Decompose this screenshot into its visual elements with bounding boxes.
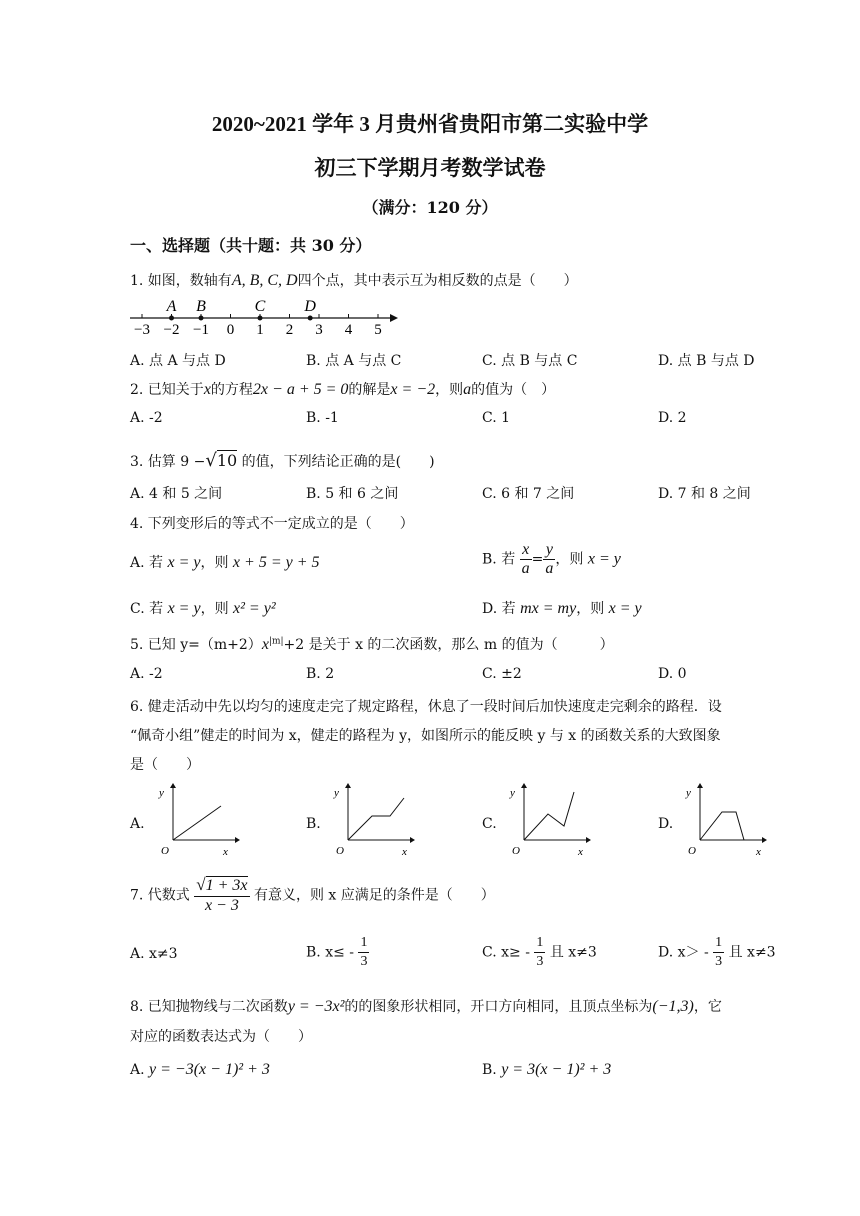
fraction <box>520 541 532 578</box>
question-4: 4. 下列变形后的等式不一定成立的是（ ） <box>130 516 414 532</box>
x-axis-label: x <box>756 846 761 858</box>
question-3 <box>130 450 435 471</box>
q4-d-cond: mx = my <box>520 600 577 617</box>
number-line-arrow <box>390 314 398 322</box>
q1-option-b[interactable]: B. 点 A 与点 C <box>306 353 402 369</box>
score-note: （满分：120 分） <box>362 198 498 217</box>
x-axis-label: x <box>578 846 583 858</box>
y-axis-label: y <box>159 787 164 799</box>
q7-text-pre: 7. 代数式 <box>130 887 190 904</box>
q4-b-num1: x <box>520 541 532 560</box>
q2-text-mid: 的方程 <box>210 382 253 398</box>
origin-label: O <box>161 845 169 857</box>
q2-option-b[interactable]: B. -1 <box>306 410 339 426</box>
q4-b-pre: B. 若 <box>482 551 516 568</box>
q3-option-a[interactable]: A. 4 和 5 之间 <box>130 486 223 502</box>
q7-d-den: 3 <box>715 954 723 969</box>
q6-graph-d[interactable] <box>682 782 767 860</box>
q7-option-b[interactable] <box>306 934 369 971</box>
q6-graph-a[interactable] <box>155 782 240 860</box>
q6-graph-c[interactable] <box>506 782 591 860</box>
q4-c-res: x² = y² <box>233 600 276 617</box>
point-label-c: C <box>254 298 266 315</box>
page-title: 2020~2021 学年 3 月贵州省贵阳市第二实验中学 <box>211 112 649 136</box>
q3-option-b[interactable]: B. 5 和 6 之间 <box>306 486 399 502</box>
q6-option-d-label[interactable]: D. <box>658 816 674 832</box>
y-axis-label: y <box>334 787 339 799</box>
q4-a-res: x + 5 = y + 5 <box>232 554 320 571</box>
q3-option-d[interactable]: D. 7 和 8 之间 <box>658 486 751 502</box>
q4-b-den1: a <box>521 560 530 577</box>
q5-option-d[interactable]: D. 0 <box>658 666 687 682</box>
q2-text-mid2: 的解是 <box>348 382 391 398</box>
q8-text-mid: 的的图象形状相同，开口方向相同，且顶点坐标为 <box>344 999 653 1015</box>
q7-denominator: x − 3 <box>204 897 239 914</box>
q2-solution: x = −2 <box>390 381 436 398</box>
question-6-line1: 6. 健走活动中先以均匀的速度走完了规定路程，休息了一段时间后加快速度走完剩余的路程．设 <box>130 699 722 715</box>
q2-option-a[interactable]: A. -2 <box>130 410 163 426</box>
q4-c-pre: C. 若 <box>130 601 164 617</box>
origin-label: O <box>336 845 344 857</box>
q5-exponent: |m| <box>268 636 284 647</box>
question-5 <box>130 634 614 654</box>
sqrt-sign: √ <box>196 875 206 894</box>
q7-b-num: 1 <box>358 934 369 953</box>
q7-c-num: 1 <box>534 934 545 953</box>
q7-d-post: 且 x≠3 <box>728 944 776 961</box>
q1-option-d[interactable]: D. 点 B 与点 D <box>658 353 755 369</box>
tick-label: 5 <box>374 322 382 338</box>
q4-d-mid: ，则 <box>576 601 605 617</box>
q6-option-a-label[interactable]: A. <box>130 816 145 832</box>
q4-option-a[interactable] <box>130 552 320 572</box>
question-7 <box>130 876 495 915</box>
q1-text-pre: 1. 如图，数轴有 <box>130 273 232 289</box>
question-8-line2: 对应的函数表达式为（ ） <box>130 1029 312 1045</box>
q2-var: x <box>203 381 211 398</box>
q1-vars: A, B, C, D <box>231 272 298 289</box>
q4-option-d[interactable] <box>482 598 642 618</box>
q8-text-pre: 8. 已知抛物线与二次函数 <box>130 999 288 1015</box>
q2-option-c[interactable]: C. 1 <box>482 410 511 426</box>
q2-var2: a <box>463 381 472 398</box>
page-subtitle: 初三下学期月考数学试卷 <box>314 156 546 180</box>
point-label-a: A <box>166 298 177 315</box>
question-2 <box>130 379 555 399</box>
tick-label: 2 <box>285 322 294 338</box>
q7-d-pre: D. x＞ - <box>658 944 709 961</box>
origin-label: O <box>688 845 696 857</box>
q4-option-b[interactable] <box>482 541 621 578</box>
sqrt-sign: √ <box>205 450 217 471</box>
q4-option-c[interactable] <box>130 598 276 618</box>
q3-radicand: 10 <box>216 451 238 470</box>
q6-graph-b[interactable] <box>330 782 415 860</box>
number-line <box>128 296 398 340</box>
q4-a-cond: x = y <box>167 554 201 571</box>
q2-text-end: 的值为（ ） <box>471 382 556 398</box>
fraction <box>194 876 249 915</box>
q3-text-pre: 3. 估算 9 − <box>130 454 206 470</box>
q1-text-post: 四个点，其中表示互为相反数的点是（ ） <box>297 273 578 289</box>
question-6-line3: 是（ ） <box>130 757 200 773</box>
x-axis-label: x <box>402 846 407 858</box>
q5-option-c[interactable]: C. ±2 <box>482 666 522 682</box>
tick-label: −3 <box>134 322 150 338</box>
fraction <box>713 934 724 971</box>
question-6-line2: “佩奇小组”健走的时间为 x，健走的路程为 y，如图所示的能反映 y 与 x 的函数关系的大致图象 <box>130 728 721 744</box>
q4-b-res: x = y <box>587 550 621 568</box>
y-axis-label: y <box>510 787 515 799</box>
q7-c-pre: C. x≥ - <box>482 944 530 961</box>
point-b <box>199 316 204 321</box>
q4-c-cond: x = y <box>167 600 201 617</box>
tick-label: 1 <box>256 322 264 338</box>
fraction-numerator <box>194 876 249 897</box>
q7-c-den: 3 <box>536 954 544 969</box>
q5-text-post: +2 是关于 x 的二次函数，那么 m 的值为（ ） <box>283 637 614 653</box>
y-axis-label: y <box>686 787 691 799</box>
q8-b-label: B. <box>482 1062 497 1078</box>
point-d <box>308 316 313 321</box>
tick-label: 0 <box>226 322 235 338</box>
q7-b-den: 3 <box>360 954 368 969</box>
q5-option-a[interactable]: A. -2 <box>130 666 163 682</box>
section-heading: 一、选择题（共十题：共 30 分） <box>130 236 372 255</box>
q1-option-c[interactable]: C. 点 B 与点 C <box>482 353 578 369</box>
q6-option-b-label[interactable]: B. <box>306 816 321 832</box>
q8-a-label: A. <box>130 1062 145 1078</box>
q4-b-den2: a <box>545 560 554 577</box>
q2-option-d[interactable]: D. 2 <box>658 410 687 426</box>
q2-equation: 2x − a + 5 = 0 <box>252 381 349 398</box>
q8-function: y = −3x² <box>287 998 345 1015</box>
q1-option-a[interactable]: A. 点 A 与点 D <box>130 353 226 369</box>
q7-text-post: 有意义，则 x 应满足的条件是（ ） <box>253 887 495 904</box>
question-1 <box>130 270 578 290</box>
tick-label: 4 <box>344 322 353 338</box>
q3-option-c[interactable]: C. 6 和 7 之间 <box>482 486 575 502</box>
q2-text-pre: 2. 已知关于 <box>130 382 204 398</box>
point-label-b: B <box>196 298 206 315</box>
fraction <box>534 934 545 971</box>
point-label-d: D <box>304 298 316 315</box>
q8-b-expr: y = 3(x − 1)² + 3 <box>501 1061 612 1078</box>
fraction <box>358 934 369 971</box>
q8-text-post: ，它 <box>693 999 722 1015</box>
q7-option-c[interactable] <box>482 934 597 971</box>
q4-c-mid: ，则 <box>200 601 229 617</box>
q5-base: x <box>261 636 269 653</box>
q5-text-pre: 5. 已知 y=（m+2） <box>130 637 262 653</box>
q8-option-a[interactable] <box>130 1061 270 1079</box>
origin-label: O <box>512 845 520 857</box>
question-8-line1 <box>130 996 722 1016</box>
q7-d-num: 1 <box>713 934 724 953</box>
tick-label: −2 <box>163 322 180 338</box>
q7-c-post: 且 x≠3 <box>549 944 597 961</box>
q2-text-post: ，则 <box>435 382 464 398</box>
q4-d-pre: D. 若 <box>482 601 516 617</box>
q8-option-b[interactable] <box>482 1061 611 1079</box>
q4-b-num2: y <box>543 541 555 560</box>
tick-label: 3 <box>315 322 323 338</box>
point-c <box>258 316 263 321</box>
fraction <box>543 541 555 578</box>
x-axis-label: x <box>223 846 228 858</box>
q5-option-b[interactable]: B. 2 <box>306 666 335 682</box>
q4-a-pre: A. 若 <box>130 555 164 571</box>
q7-option-d[interactable] <box>658 934 776 971</box>
q8-vertex: (−1,3) <box>652 998 694 1015</box>
tick-label: −1 <box>193 322 209 338</box>
q4-b-eq: = <box>531 551 544 568</box>
q6-option-c-label[interactable]: C. <box>482 816 497 832</box>
q4-b-mid: ，则 <box>555 551 584 568</box>
q7-option-a[interactable]: A. x≠3 <box>130 946 178 962</box>
q3-text-post: 的值，下列结论正确的是( ) <box>241 454 435 470</box>
q7-numerator: 1 + 3x <box>205 877 248 894</box>
point-a <box>169 316 174 321</box>
q4-d-res: x = y <box>608 600 642 617</box>
q8-a-expr: y = −3(x − 1)² + 3 <box>149 1061 270 1078</box>
q4-a-mid: ，则 <box>200 555 229 571</box>
q7-b-pre: B. x≤ - <box>306 944 354 961</box>
